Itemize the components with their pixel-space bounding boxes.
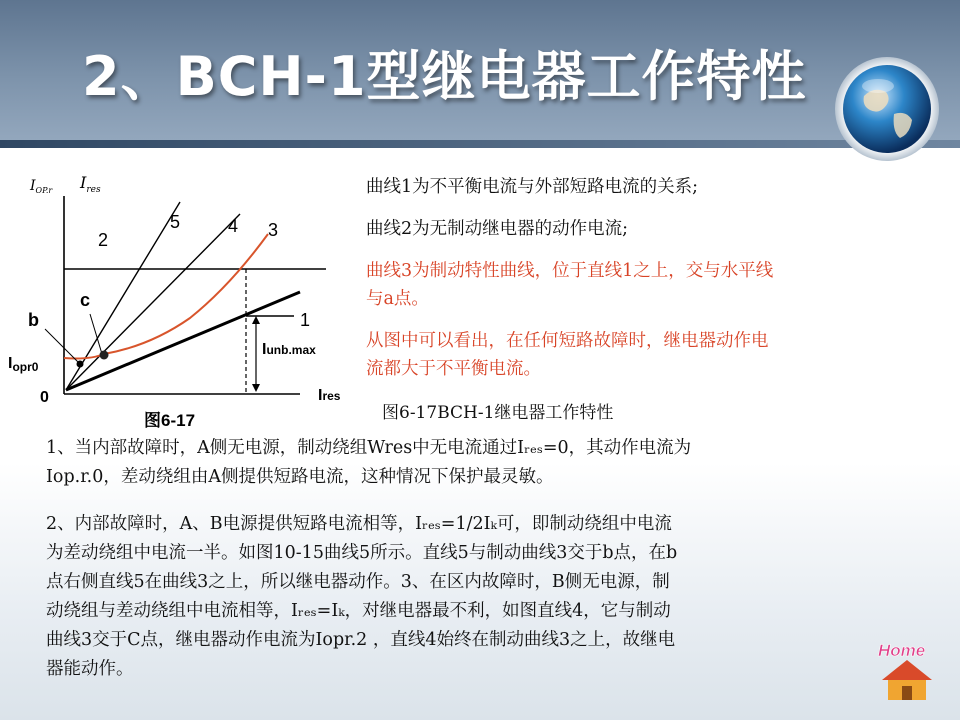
home-label: Home xyxy=(878,641,926,660)
paragraph-2-line: 器能动作。 xyxy=(46,659,134,679)
label-c: c xyxy=(80,290,91,310)
note-conclusion-line1: 从图中可以看出，在任何短路故障时，继电器动作电 xyxy=(366,331,769,351)
note-curve-3-line1: 曲线3为制动特性曲线，位于直线1之上，交与水平线 xyxy=(366,261,774,281)
paragraph-1-line: 1、当内部故障时，A侧无电源，制动绕组Wres中无电流通过Iᵣₑₛ=0，其动作电流为 xyxy=(46,438,692,458)
note-curve-3-line2: 与a点。 xyxy=(366,289,429,309)
curve-label-2: 2 xyxy=(98,230,109,250)
paragraph-2-line: 曲线3交于C点，继电器动作电流为Iopr.2 ，直线4始终在制动曲线3之上，故继电 xyxy=(46,630,676,650)
y-axis-label-1: $I_{OP.r}$ xyxy=(30,178,53,195)
x-axis-label: Ires xyxy=(318,387,341,404)
paragraph-2-line: 动绕组与差动绕组中电流相等，Iᵣₑₛ=Iₖ，对继电器最不利，如图直线4，它与制动 xyxy=(46,601,671,621)
title-divider xyxy=(0,140,960,148)
pointer-b xyxy=(45,329,78,362)
curve-label-3: 3 xyxy=(268,220,279,240)
figure-caption: 图6-17 xyxy=(144,411,196,430)
y-axis-label-2: $I_{res}$ xyxy=(80,173,101,195)
iunb-label: Iunb.max xyxy=(262,341,316,358)
note-curve-1: 曲线1为不平衡电流与外部短路电流的关系; xyxy=(366,177,699,197)
iopr0-label: Iopr0 xyxy=(8,355,39,374)
origin-label: 0 xyxy=(40,389,49,406)
curve-label-5: 5 xyxy=(170,212,181,232)
paragraph-1 xyxy=(46,434,916,492)
paragraph-2 xyxy=(46,510,916,684)
characteristic-diagram xyxy=(0,166,360,436)
paragraph-1-line: Iop.r.0，差动绕组由A侧提供短路电流，这种情况下保护最灵敏。 xyxy=(46,467,554,487)
figure-caption-right: 图6-17BCH-1继电器工作特性 xyxy=(382,403,614,423)
paragraph-2-line: 点右侧直线5在曲线3之上，所以继电器动作。3、在区内故障时，B侧无电源，制 xyxy=(46,572,670,592)
note-conclusion-line2: 流都大于不平衡电流。 xyxy=(366,359,541,379)
house-icon xyxy=(882,660,932,700)
note-curve-2: 曲线2为无制动继电器的动作电流; xyxy=(366,219,629,239)
curve-label-4: 4 xyxy=(228,216,239,236)
paragraph-2-line: 为差动绕组中电流一半。如图10-15曲线5所示。直线5与制动曲线3交于b点，在b xyxy=(46,543,678,563)
curve-label-1: 1 xyxy=(300,310,311,330)
line-4 xyxy=(66,214,240,390)
point-b xyxy=(77,361,84,368)
curve-3 xyxy=(64,234,268,359)
globe-icon xyxy=(834,56,940,162)
slide-title: 2、BCH-1型继电器工作特性 xyxy=(82,45,807,108)
paragraph-2-line: 2、内部故障时，A、B电源提供短路电流相等，Iᵣₑₛ=1/2Iₖ可，即制动绕组中电流 xyxy=(46,514,672,534)
point-c xyxy=(100,351,109,360)
home-button[interactable] xyxy=(876,640,938,702)
label-b: b xyxy=(28,310,39,330)
